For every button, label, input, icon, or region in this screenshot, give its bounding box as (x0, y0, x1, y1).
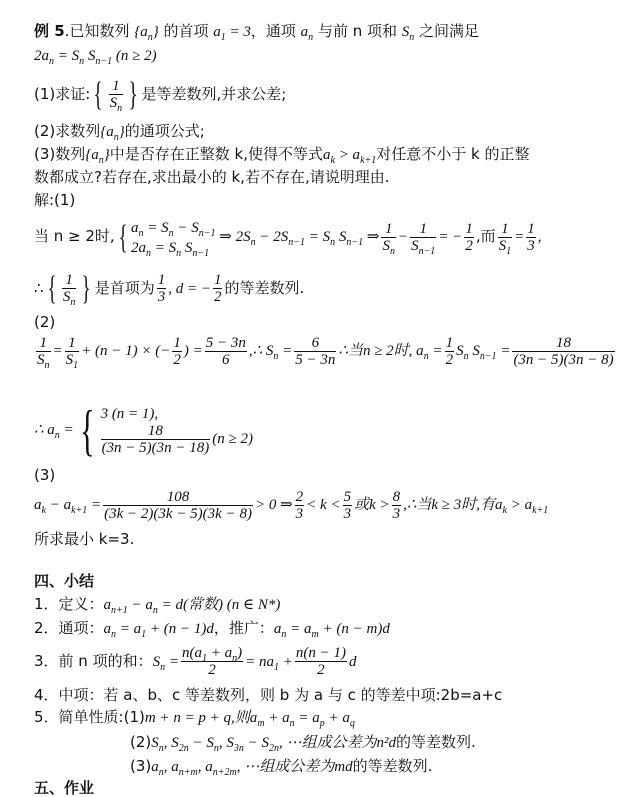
summary-item-5-3: $(3)a_n$, $a_{n+m}$, $a_{n+2m}$, ⋯组成公差为md的等差数列. (130, 757, 433, 778)
question-3: (3)数列$\{a_n\}$中是否存在正整数 k,使得不等式$a_k > a_{k+1}$对任意不小于 k 的正整 (34, 145, 530, 166)
example-relation: $2a_n = S_n$ $S_{n-1}$ (n ≥ 2) (34, 48, 157, 67)
summary-item-5-2: $(2)S_n$, $S_{2n} - S_n$, $S_{3n} - S_{2n}$, ⋯组成公差为n²d的等差数列. (130, 733, 476, 754)
part-2-piecewise: ∴ $a_n$ = { 3 (n = 1), $\frac{18}{(3n - 5)(3n - 18)}$ (n ≥ 2) (34, 399, 254, 462)
summary-item-3: 3．前 n 项的和：$S_n$ = $\frac{n(a_1 + a_n)}{2}$ = $na_1$ + $\frac{n(n - 1)}{2}$ d (34, 645, 357, 678)
summary-item-1: 1．定义：$a_{n+1} - a_n = d$(常数) (n ∈ N*) (34, 595, 281, 616)
equation-system: $a_n = S_n - S_{n-1}$ $2a_n = S_n$ $S_{n-1}$ (131, 219, 216, 259)
question-3-cont: 数都成立?若存在,求出最小的 k,若不存在,请说明理由. (34, 168, 390, 186)
next-section-heading: 五、作业 (34, 779, 95, 797)
summary-item-5: 5．简单性质:(1)m + n = p + q,则$a_m + a_n = a_p + a_q$ (34, 708, 355, 729)
part-3-conclusion: 所求最小 k=3. (34, 530, 135, 548)
question-2: (2)求数列$\{a_n\}$的通项公式; (34, 122, 205, 143)
summary-heading: 四、小结 (34, 572, 95, 590)
question-1: (1)求证: { $\frac{1}{S_n}$ } 是等差数列,并求公差; (34, 75, 287, 114)
fraction-1-over-sn: $\frac{1}{S_n}$ (109, 78, 123, 114)
solution-head: 解:(1) (34, 191, 76, 209)
summary-item-2: 2．通项：$a_n = a_1 + (n - 1)d$，推广：$a_n = a_m + (n - m)d$ (34, 619, 390, 640)
part-2-derivation: $\frac{1}{S_n}$ = $\frac{1}{S_1}$ + (n − 1) × (− $\frac{1}{2}$ ) = $\frac{5 - 3n}{6}$ ,∴ $S_n$ = $\frac{6}{5 - 3n}$ ∴当n ≥ 2时, $a_n$ = $\frac{1}{2}$ $S_n$ $S_{n-1}$ = $\frac{18}{(3n - 5)(3n - 8)}$ (37, 335, 614, 372)
solution-step-1-conclusion: ∴ { $\frac{1}{S_n}$ } 是首项为 $\frac{1}{3}$ , d = − $\frac{1}{2}$ 的等差数列. (34, 269, 305, 308)
solution-step-1: 当 n ≥ 2时, { $a_n = S_n - S_{n-1}$ $2a_n = S_n$ $S_{n-1}$ ⇒ $2S_n - 2S_{n-1} = S_n$ $S_{n-1}$ ⇒ $\frac{1}{S_n}$ − $\frac{1}{S_{n-1}}$ = − $\frac{1}{2}$ ,而 $\frac{1}{S_1}$ = $\frac{1}{3}$ , (34, 218, 542, 259)
summary-item-4: 4．中项：若 a、b、c 等差数列，则 b 为 a 与 c 的等差中项:2b=a+c (34, 686, 503, 704)
example-label: 例 5 (34, 22, 65, 40)
part-2-head: (2) (34, 313, 56, 331)
part-3-derivation: $a_k - a_{k+1}$ = $\frac{108}{(3k - 2)(3k - 5)(3k - 8)}$ > 0 ⇒ $\frac{2}{3}$ < k < $\frac{5}{3}$ 或k > $\frac{8}{3}$ ,∴当k ≥ 3时,有$a_k > a_{k+1}$ (34, 489, 549, 523)
example-line-1: 例 5.已知数列 $\{a_n\}$ 的首项 $a_1 = 3$，通项 $a_n$ 与前 n 项和 $S_n$ 之间满足 (34, 22, 480, 43)
part-3-head: (3) (34, 466, 56, 484)
math-seq: $\{a_n\}$ (134, 24, 159, 43)
